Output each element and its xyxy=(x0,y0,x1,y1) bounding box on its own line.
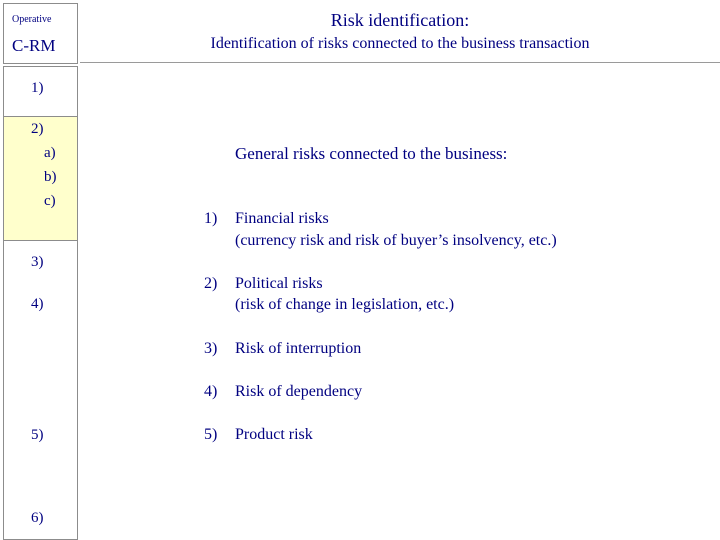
sidebar-item-2c[interactable]: c) xyxy=(44,193,56,209)
section-heading: General risks connected to the business: xyxy=(235,144,508,163)
risk-number-4: 4) xyxy=(204,383,218,400)
risk-number-5: 5) xyxy=(204,426,218,443)
risk-label-political: Political risks xyxy=(235,275,323,292)
sidebar-item-6[interactable]: 6) xyxy=(31,510,44,526)
sidebar-item-2b[interactable]: b) xyxy=(44,169,57,185)
risk-number-1: 1) xyxy=(204,210,218,227)
sidebar-item-2a[interactable]: a) xyxy=(44,145,56,161)
title-divider xyxy=(80,62,720,63)
risk-number-2: 2) xyxy=(204,275,218,292)
sidebar-item-3[interactable]: 3) xyxy=(31,254,44,270)
operative-label: Operative xyxy=(12,14,52,25)
sidebar-item-4[interactable]: 4) xyxy=(31,296,44,312)
risk-detail-financial: (currency risk and risk of buyer’s insolvency, etc.) xyxy=(235,232,557,249)
risk-number-3: 3) xyxy=(204,340,218,357)
risk-label-product: Product risk xyxy=(235,426,313,443)
sidebar-item-2[interactable]: 2) xyxy=(31,121,44,137)
risk-detail-political: (risk of change in legislation, etc.) xyxy=(235,296,455,313)
risk-label-dependency: Risk of dependency xyxy=(235,383,363,400)
risk-label-financial: Financial risks xyxy=(235,210,329,227)
sidebar-item-1[interactable]: 1) xyxy=(31,80,44,96)
risk-label-interruption: Risk of interruption xyxy=(235,340,362,357)
sidebar-item-5[interactable]: 5) xyxy=(31,427,44,443)
crm-label: C-RM xyxy=(12,36,56,55)
page-subtitle: Identification of risks connected to the business transaction xyxy=(210,35,590,52)
page-title: Risk identification: xyxy=(330,10,470,30)
